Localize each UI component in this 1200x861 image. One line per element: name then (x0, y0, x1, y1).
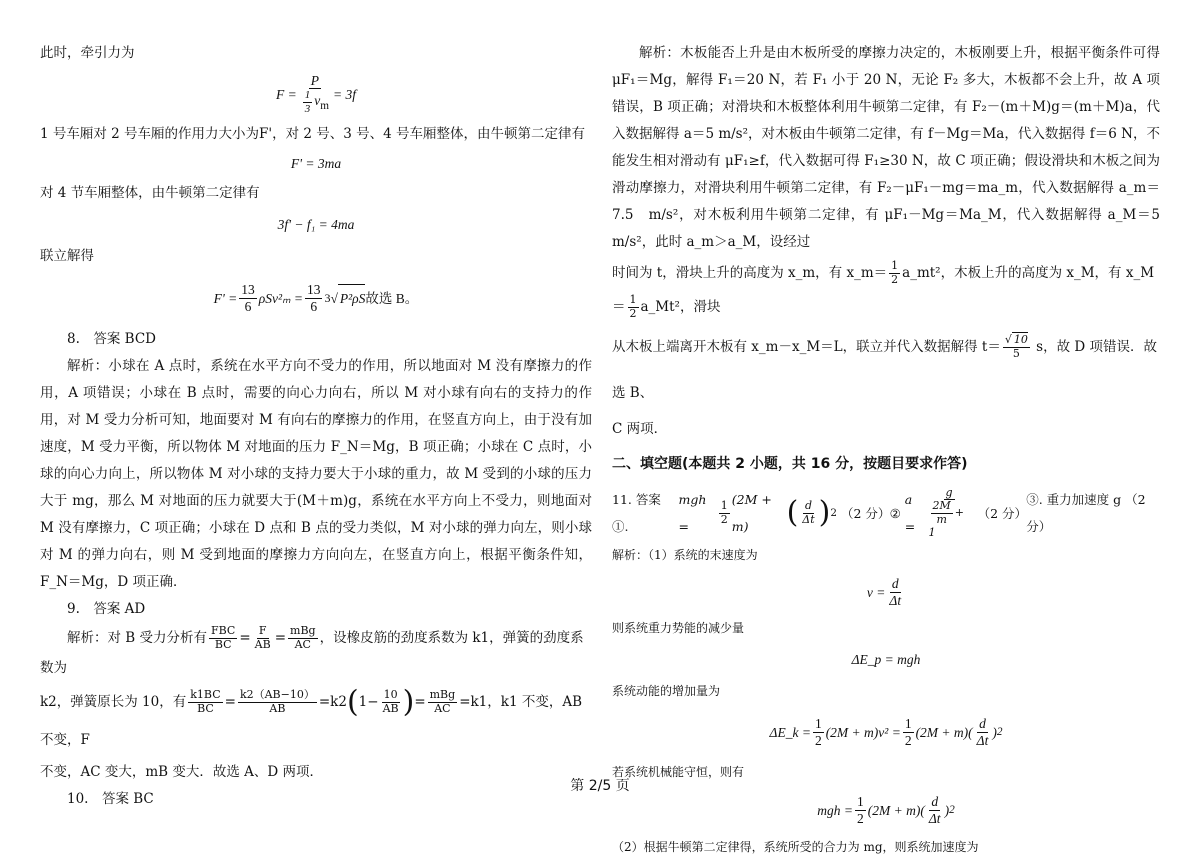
analysis-10-heights: 时间为 t，滑块上升的高度为 x_m，有 x_m＝ $\frac{1}{2}$ a_mt²，木板上升的高度为 x_M，有 x_M＝ $\frac{1}{2}$ a_Mt²，滑块 (612, 259, 1155, 320)
paragraph: （2）根据牛顿第二定律得，系统所受的合力为 mg，则系统加速度为 (612, 840, 979, 854)
equation-traction-force: F = P $\frac{1}{3}$ $v_m$ = 3f (276, 72, 356, 115)
paragraph: 若系统机械能守恒，则有 (612, 765, 745, 779)
answer-8: 8. 答案 BCD (67, 331, 156, 347)
answer-10: 10. 答案 BC (67, 791, 154, 807)
equation-result: F' = $\frac{13}{6}$ ρSv²ₘ = $\frac{13}{6}$ 3 √ P²ρS 故选 B。 (213, 281, 419, 314)
right-column (612, 40, 1174, 861)
paragraph: 则系统重力势能的减少量 (612, 621, 745, 635)
answer-9: 9. 答案 AD (67, 601, 146, 617)
answer-11: 11. 答案 ①. mgh = $\frac{1}{2}$ (2M + m) ( $\frac{d}{\Delta t}$ ) 2 （2 分） ② a = g $\frac{2M}{m}$ + 1 （2 分） ③. 重力加速度 g （2 分） (612, 485, 1146, 539)
page-number: 第 2/5 页 (570, 778, 630, 794)
equation: 3f' − f₁ = 4ma (277, 217, 355, 232)
analysis-10: 解析：木板能否上升是由木板所受的摩擦力决定的，木板刚要上升，根据平衡条件可得 μF₁＝Mg，解得 F₁＝20 N，若 F₁ 小于 20 N，无论 F₂ 多大，木板都不会上升，故 A 项错误，B 项正确；对滑块和木板整体利用牛顿第二定律，有 F₂－(m＋M)g＝(m＋M)a，代入数据解得 a＝5 m/s²，对木板由牛顿第二定律，有 f－Mg＝Ma，代入数据得 f＝6 N，不能发生相对滑动有 μF₁≥f，代入数据可得 F₁≥30 N，故 C 项正确；假设滑块和木板之间为滑动摩擦力，对滑块利用牛顿第二定律，有 F₂－μF₁－mg＝ma_m，代入数据解得 a_m＝7.5 m/s²，对木板利用牛顿第二定律，有 μF₁－Mg＝Ma_M，代入数据解得 a_M＝5 m/s²，此时 a_m＞a_M，设经过 (612, 45, 1174, 250)
paragraph: 系统动能的增加量为 (612, 684, 721, 698)
equation: F' = 3ma (290, 156, 342, 171)
paragraph: 此时，牵引力为 (40, 45, 135, 61)
equation-conservation: mgh = $\frac{1}{2}$ (2M + m)( $\frac{d}{\Delta t}$ ) 2 (817, 793, 955, 826)
analysis-8: 解析：小球在 A 点时，系统在水平方向不受力的作用，所以地面对 M 没有摩擦力的作用，A 项错误；小球在 B 点时，需要的向心力向右，所以 M 对小球有向右的支持力的作用，对 M 受力分析可知，地面要对 M 有向右的摩擦力的作用，在竖直方向上，由于没有加速度，M 受力平衡，所以物体 M 对地面的压力 F_N＝Mg，B 项正确；小球在 C 点时，小球的向心力向上，所以物体 M 对小球的支持力要大于小球的重力，故 M 受到的小球的压力大于 mg，那么 M 对地面的压力就要大于(M＋m)g，系统在水平方向上不受力，则地面对 M 没有摩擦力，C 项正确；小球在 D 点和 B 点的受力类似，M 对小球的弹力向左，则小球对 M 的弹力向右，则 M 受到地面的摩擦力方向向左，在竖直方向上，根据平衡条件知，F_N＝Mg，D 项正确． (40, 358, 592, 590)
paragraph: 不变，AC 变大，mB 变大．故选 A、D 两项． (40, 764, 324, 780)
equation-ek: ΔE_k = $\frac{1}{2}$ (2M + m)v² = $\frac{1}{2}$ (2M + m)( $\frac{d}{\Delta t}$ ) 2 (769, 715, 1003, 748)
paragraph: 联立解得 (40, 248, 94, 264)
paragraph: 解析：（1）系统的末速度为 (612, 548, 758, 562)
paragraph: 1 号车厢对 2 号车厢的作用力大小为F'，对 2 号、3 号、4 号车厢整体，由牛顿第二定律有 (40, 126, 586, 142)
analysis-9-line1: 解析：对 B 受力分析有 $\frac{\text{FBC}}{BC}$ = $\frac{F}{AB}$ = $\frac{\text{mBg}}{AC}$ ，设橡皮筋的劲度系数为 k1，弹簧的劲度系数为 (40, 624, 584, 676)
paragraph: 对 4 节车厢整体，由牛顿第二定律有 (40, 185, 260, 201)
section-heading: 二、填空题(本题共 2 小题，共 16 分，按题目要求作答) (612, 456, 968, 472)
analysis-10-time: 从木板上端离开木板有 x_m－x_M＝L，联立并代入数据解得 t＝ $\frac{√ 10}{5}$ s，故 D 项错误．故选 B、 (612, 333, 1157, 401)
analysis-9-line2: k2，弹簧原长为 10，有 $\frac{k1BC}{BC}$ = $\frac{k2(AB-10)}{AB}$ =k2(1− $\frac{10}{AB}$ )= $\frac{\text{mBg}}{AC}$ =k1，k1 不变，AB 不变，F (40, 684, 582, 748)
left-column (40, 40, 592, 813)
equation-velocity: v = $\frac{d}{\Delta t}$ (866, 575, 902, 608)
paragraph: C 两项． (612, 421, 668, 437)
equation-ep: ΔE_p = mgh (851, 652, 921, 667)
